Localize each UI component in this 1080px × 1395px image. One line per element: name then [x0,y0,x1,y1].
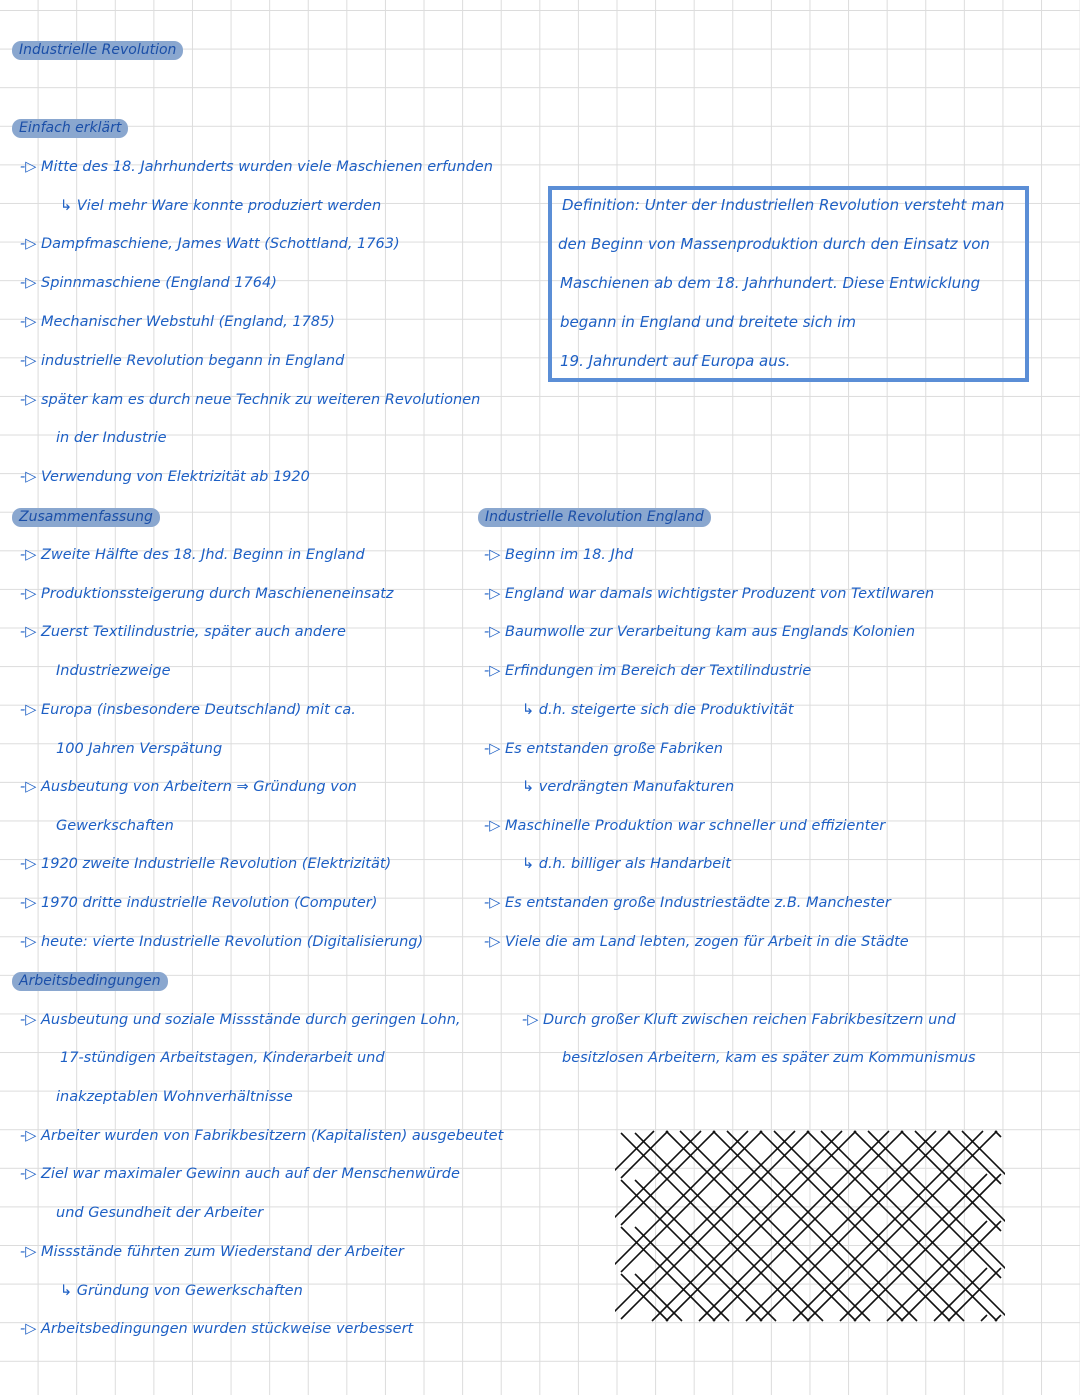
arbeit-line-9: -▷ Arbeitsbedingungen wurden stückweise verbessert [20,1321,414,1337]
einfach-line-3: -▷ Dampfmaschiene, James Watt (Schottland, 1763) [20,236,400,252]
lattice-stroke [615,1131,795,1319]
lattice-stroke [635,1133,823,1321]
arbeit-line-6: und Gesundheit der Arbeiter [56,1205,264,1221]
england-line-1: -▷ Beginn im 18. Jhd [484,547,634,563]
lattice-stroke [615,1131,654,1178]
zusammenfassung-line-3: -▷ Zuerst Textilindustrie, später auch andere [20,624,346,640]
section-heading-arbeit: Arbeitsbedingungen [12,972,168,991]
einfach-line-6: -▷ industrielle Revolution begann in England [20,353,345,369]
lattice-stroke [635,1180,776,1321]
definition-line-4: begann in England und breitete sich im [560,313,857,331]
einfach-line-4: -▷ Spinnmaschiene (England 1764) [20,275,277,291]
definition-line-5: 19. Jahrundert auf Europa aus. [560,352,791,370]
lattice-stroke [948,1268,1001,1321]
zusammenfassung-line-6: 100 Jahren Verspätung [56,741,223,757]
einfach-line-7: -▷ später kam es durch neue Technik zu weiteren Revolutionen [20,392,481,408]
lattice-stroke [621,1133,809,1321]
definition-line-2: den Beginn von Massenproduktion durch den Einsatz von [558,235,990,253]
arbeit-right-line-2: besitzlosen Arbeitern, kam es später zum Kommunismus [562,1050,976,1066]
einfach-line-1: -▷ Mitte des 18. Jahrhunderts wurden viele Maschienen erfunden [20,159,493,175]
england-line-9: ↳ d.h. billiger als Handarbeit [522,856,731,872]
lattice-stroke [887,1221,987,1321]
england-line-2: -▷ England war damals wichtigster Produzent von Textilwaren [484,586,935,602]
einfach-line-5: -▷ Mechanischer Webstuhl (England, 1785) [20,314,335,330]
england-line-10: -▷ Es entstanden große Industriestädte z.B. Manchester [484,895,891,911]
zusammenfassung-line-1: -▷ Zweite Hälfte des 18. Jhd. Beginn in England [20,547,365,563]
england-line-6: -▷ Es entstanden große Fabriken [484,741,723,757]
lattice-stroke [981,1315,987,1321]
zusammenfassung-line-8: Gewerkschaften [56,818,174,834]
zusammenfassung-line-5: -▷ Europa (insbesondere Deutschland) mit ca. [20,702,356,718]
zusammenfassung-line-10: -▷ 1970 dritte industrielle Revolution (Computer) [20,895,378,911]
england-line-7: ↳ verdrängten Manufakturen [522,779,735,795]
lattice-stroke [901,1221,1001,1321]
lattice-stroke [934,1268,987,1321]
zusammenfassung-line-4: Industriezweige [56,663,171,679]
arbeit-line-1: -▷ Ausbeutung und soziale Missstände durch geringen Lohn, [20,1012,461,1028]
england-line-4: -▷ Erfindungen im Bereich der Textilindustrie [484,663,812,679]
section-heading-einfach: Einfach erklärt [12,119,128,138]
lattice-stroke [621,1131,809,1319]
arbeit-line-7: -▷ Missstände führten zum Wiederstand der Arbeiter [20,1244,404,1260]
arbeit-line-2: 17-stündigen Arbeitstagen, Kinderarbeit und [60,1050,385,1066]
lattice-stroke [615,1131,701,1225]
zusammenfassung-line-9: -▷ 1920 zweite Industrielle Revolution (Elektrizität) [20,856,392,872]
lattice-stroke [840,1174,987,1321]
page-title: Industrielle Revolution [12,41,183,60]
lattice-stroke [615,1131,748,1272]
lattice-stroke [995,1315,1001,1321]
definition-line-1: Definition: Unter der Industriellen Revolution versteht man [562,196,1005,214]
lattice-doodle [615,1125,1005,1325]
section-heading-england: Industrielle Revolution England [478,508,711,527]
definition-line-3: Maschienen ab dem 18. Jahrhundert. Diese Entwicklung [560,274,981,292]
arbeit-line-4: -▷ Arbeiter wurden von Fabrikbesitzern (Kapitalisten) ausgebeutet [20,1128,504,1144]
england-line-5: ↳ d.h. steigerte sich die Produktivität [522,702,794,718]
england-line-11: -▷ Viele die am Land lebten, zogen für Arbeit in die Städte [484,934,909,950]
section-heading-zusammenfassung: Zusammenfassung [12,508,160,527]
arbeit-right-line-1: -▷ Durch großer Kluft zwischen reichen Fabrikbesitzern und [522,1012,956,1028]
zusammenfassung-line-7: -▷ Ausbeutung von Arbeitern ⇒ Gründung von [20,779,357,795]
arbeit-line-3: inakzeptablen Wohnverhältnisse [56,1089,293,1105]
lattice-stroke [901,1131,1001,1231]
zusammenfassung-line-11: -▷ heute: vierte Industrielle Revolution (Digitalisierung) [20,934,424,950]
england-line-8: -▷ Maschinelle Produktion war schneller und effizienter [484,818,886,834]
england-line-3: -▷ Baumwolle zur Verarbeitung kam aus Englands Kolonien [484,624,916,640]
zusammenfassung-line-2: -▷ Produktionssteigerung durch Maschieneneinsatz [20,586,394,602]
einfach-line-2: ↳ Viel mehr Ware konnte produziert werden [60,198,382,214]
arbeit-line-8: ↳ Gründung von Gewerkschaften [60,1283,303,1299]
einfach-line-9: -▷ Verwendung von Elektrizität ab 1920 [20,469,310,485]
arbeit-line-5: -▷ Ziel war maximaler Gewinn auch auf der Menschenwürde [20,1166,460,1182]
einfach-line-8: in der Industrie [56,430,167,446]
